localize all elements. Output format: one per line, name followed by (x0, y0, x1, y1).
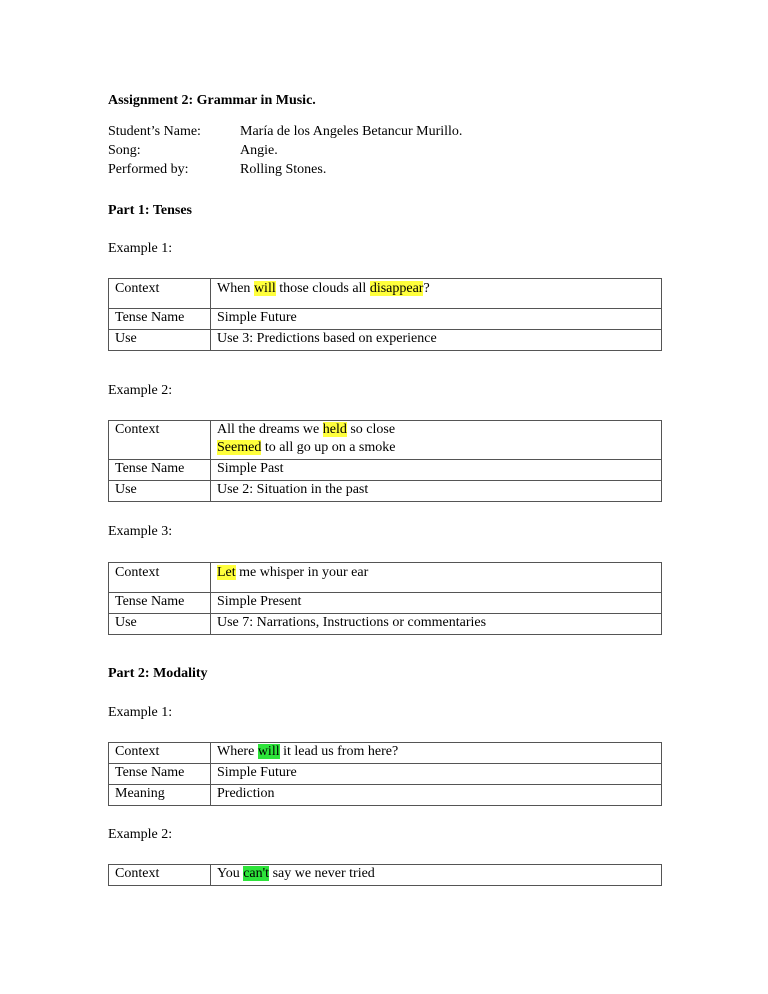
highlighted-modal: can't (243, 866, 270, 881)
row-label: Meaning (109, 785, 211, 806)
text-run: ? (423, 281, 430, 296)
p1-example2-table (108, 420, 662, 502)
row-label: Context (109, 563, 211, 593)
row-value: Simple Future (211, 309, 662, 330)
row-value: Simple Past (211, 460, 662, 481)
text-run: to all go up on a smoke (261, 440, 396, 455)
context-cell (211, 421, 662, 460)
table-row (109, 614, 662, 635)
p2-example1-label: Example 1: (108, 705, 173, 720)
context-line (217, 421, 655, 439)
text-run: me whisper in your ear (235, 565, 369, 580)
table-row (109, 764, 662, 785)
row-value: Prediction (211, 785, 662, 806)
text-run: You (217, 866, 244, 881)
p2-example2-label: Example 2: (108, 827, 173, 842)
p1-example3-table (108, 562, 662, 635)
row-label: Context (109, 279, 211, 309)
p1-example1-table (108, 278, 662, 351)
text-run: When (217, 281, 254, 296)
p1-example3-label: Example 3: (108, 524, 173, 539)
table-row (109, 330, 662, 351)
row-label: Use (109, 481, 211, 502)
row-label: Use (109, 614, 211, 635)
highlighted-verb: Seemed (217, 440, 262, 455)
highlighted-modal: will (257, 744, 280, 759)
row-label: Tense Name (109, 764, 211, 785)
context-cell (211, 563, 662, 593)
context-cell (211, 279, 662, 309)
highlighted-verb: Let (217, 565, 236, 580)
text-run: so close (346, 422, 396, 437)
part1-heading: Part 1: Tenses (108, 203, 192, 218)
row-label: Tense Name (109, 593, 211, 614)
row-label: Tense Name (109, 460, 211, 481)
p2-example2-table (108, 864, 662, 886)
row-label: Context (109, 865, 211, 886)
row-label: Use (109, 330, 211, 351)
highlighted-verb: disappear (369, 281, 424, 296)
p2-example1-table (108, 742, 662, 806)
table-row (109, 743, 662, 764)
table-row (109, 421, 662, 460)
highlighted-verb: held (322, 422, 347, 437)
table-row (109, 309, 662, 330)
song-value: Angie. (240, 143, 278, 158)
performer-value: Rolling Stones. (240, 162, 327, 177)
row-label: Tense Name (109, 309, 211, 330)
student-name-label: Student’s Name: (108, 124, 201, 139)
context-cell (211, 743, 662, 764)
table-row (109, 593, 662, 614)
text-run: All the dreams we (217, 422, 323, 437)
row-value: Use 7: Narrations, Instructions or commentaries (211, 614, 662, 635)
text-run: it lead us from here? (279, 744, 399, 759)
text-run: say we never tried (269, 866, 375, 881)
context-line (217, 439, 655, 457)
row-value: Use 3: Predictions based on experience (211, 330, 662, 351)
row-value: Simple Present (211, 593, 662, 614)
p1-example2-label: Example 2: (108, 383, 173, 398)
row-label: Context (109, 421, 211, 460)
table-row (109, 279, 662, 309)
text-run: those clouds all (275, 281, 370, 296)
table-row (109, 865, 662, 886)
student-name-value: María de los Angeles Betancur Murillo. (240, 124, 463, 139)
row-value: Use 2: Situation in the past (211, 481, 662, 502)
highlighted-verb: will (253, 281, 276, 296)
table-row (109, 460, 662, 481)
row-label: Context (109, 743, 211, 764)
part2-heading: Part 2: Modality (108, 666, 208, 681)
p1-example1-label: Example 1: (108, 241, 173, 256)
context-cell (211, 865, 662, 886)
text-run: Where (217, 744, 258, 759)
table-row (109, 785, 662, 806)
performer-label: Performed by: (108, 162, 189, 177)
table-row (109, 563, 662, 593)
song-label: Song: (108, 143, 141, 158)
document-title: Assignment 2: Grammar in Music. (108, 93, 316, 108)
table-row (109, 481, 662, 502)
row-value: Simple Future (211, 764, 662, 785)
